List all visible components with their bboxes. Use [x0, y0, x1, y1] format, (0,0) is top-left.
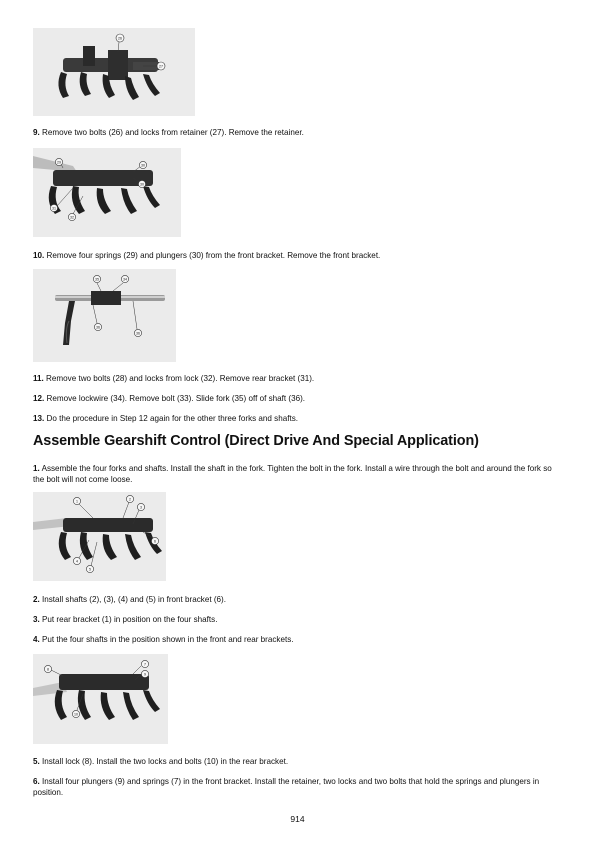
- figure-callout: 29: [57, 160, 61, 165]
- figure-callout: 6: [154, 539, 156, 544]
- page-number: 914: [290, 814, 305, 824]
- figure-callout: 7: [144, 662, 146, 667]
- figure-illustration: [33, 28, 195, 116]
- section-title: Assemble Gearshift Control (Direct Drive And Special Application): [33, 433, 479, 449]
- figure-callout: 5: [89, 567, 91, 572]
- step-text: Install four plungers (9) and springs (7) in the front bracket. Install the retainer, two locks and two bolts that hold the springs and plungers in position.: [33, 777, 540, 797]
- figure-callout: 34: [123, 277, 127, 282]
- step-number: 4.: [33, 635, 40, 644]
- step-text: Put the four shafts in the position shown in the front and rear brackets.: [39, 635, 294, 644]
- figure-callout: 10: [74, 712, 78, 717]
- step-text: Install shafts (2), (3), (4) and (5) in front bracket (6).: [39, 595, 226, 604]
- figure-callout: 32: [70, 215, 74, 220]
- assembly-step-4: [33, 634, 563, 645]
- step-text: Remove two bolts (28) and locks from lock (32). Remove rear bracket (31).: [43, 374, 315, 383]
- step-text: Install lock (8). Install the two locks and bolts (10) in the rear bracket.: [39, 757, 289, 766]
- figure-springs-removal: [33, 148, 181, 237]
- step-11: [33, 373, 563, 384]
- step-number: 5.: [33, 757, 40, 766]
- step-number: 2.: [33, 595, 40, 604]
- assembly-step-3: [33, 614, 563, 625]
- figure-callout: 31: [52, 206, 56, 211]
- figure-retainer-removal: [33, 28, 195, 116]
- figure-callout: 30: [140, 182, 144, 187]
- figure-callout: 26: [118, 36, 122, 41]
- figure-illustration: [33, 148, 181, 237]
- step-13: [33, 413, 563, 424]
- step-text: Remove two bolts (26) and locks from retainer (27). Remove the retainer.: [39, 128, 304, 137]
- figure-callout: 30: [141, 163, 145, 168]
- figure-illustration: [33, 269, 176, 362]
- step-text: Remove lockwire (34). Remove bolt (33). Slide fork (35) off of shaft (36).: [44, 394, 306, 403]
- step-text: Remove four springs (29) and plungers (30) from the front bracket. Remove the front bracket.: [44, 251, 381, 260]
- step-number: 10.: [33, 251, 45, 260]
- figure-callout: 36: [96, 325, 100, 330]
- figure-illustration: [33, 492, 166, 581]
- step-number: 9.: [33, 128, 40, 137]
- assembly-step-1: [33, 463, 563, 485]
- step-12: [33, 393, 563, 404]
- figure-callout: 27: [159, 64, 163, 69]
- step-9: [33, 127, 563, 138]
- figure-callout: 3: [140, 505, 142, 510]
- step-number: 6.: [33, 777, 40, 786]
- step-number: 11.: [33, 374, 44, 383]
- step-text: Put rear bracket (1) in position on the four shafts.: [39, 615, 218, 624]
- step-text: Assemble the four forks and shafts. Install the shaft in the fork. Tighten the bolt in the fork. Install a wire through the bolt and around the fork so the bolt will not come loose.: [33, 464, 552, 484]
- figure-callout: 36: [136, 331, 140, 336]
- step-number: 13.: [33, 414, 45, 423]
- figure-callout: 9: [144, 672, 146, 677]
- figure-callout: 1: [76, 499, 78, 504]
- step-number: 12.: [33, 394, 45, 403]
- step-number: 1.: [33, 464, 40, 473]
- figure-callout: 8: [47, 667, 49, 672]
- assembly-step-6: [33, 776, 563, 798]
- figure-assembly-lock: [33, 654, 168, 744]
- step-text: Do the procedure in Step 12 again for the other three forks and shafts.: [44, 414, 299, 423]
- figure-illustration: [33, 654, 168, 744]
- figure-callout: 35: [95, 277, 99, 282]
- assembly-step-5: [33, 756, 563, 767]
- assembly-step-2: [33, 594, 563, 605]
- step-10: [33, 250, 563, 261]
- figure-callout: 2: [129, 497, 131, 502]
- step-number: 3.: [33, 615, 40, 624]
- figure-callout: 4: [76, 559, 78, 564]
- figure-assembly-shafts: [33, 492, 166, 581]
- figure-fork-removal: [33, 269, 176, 362]
